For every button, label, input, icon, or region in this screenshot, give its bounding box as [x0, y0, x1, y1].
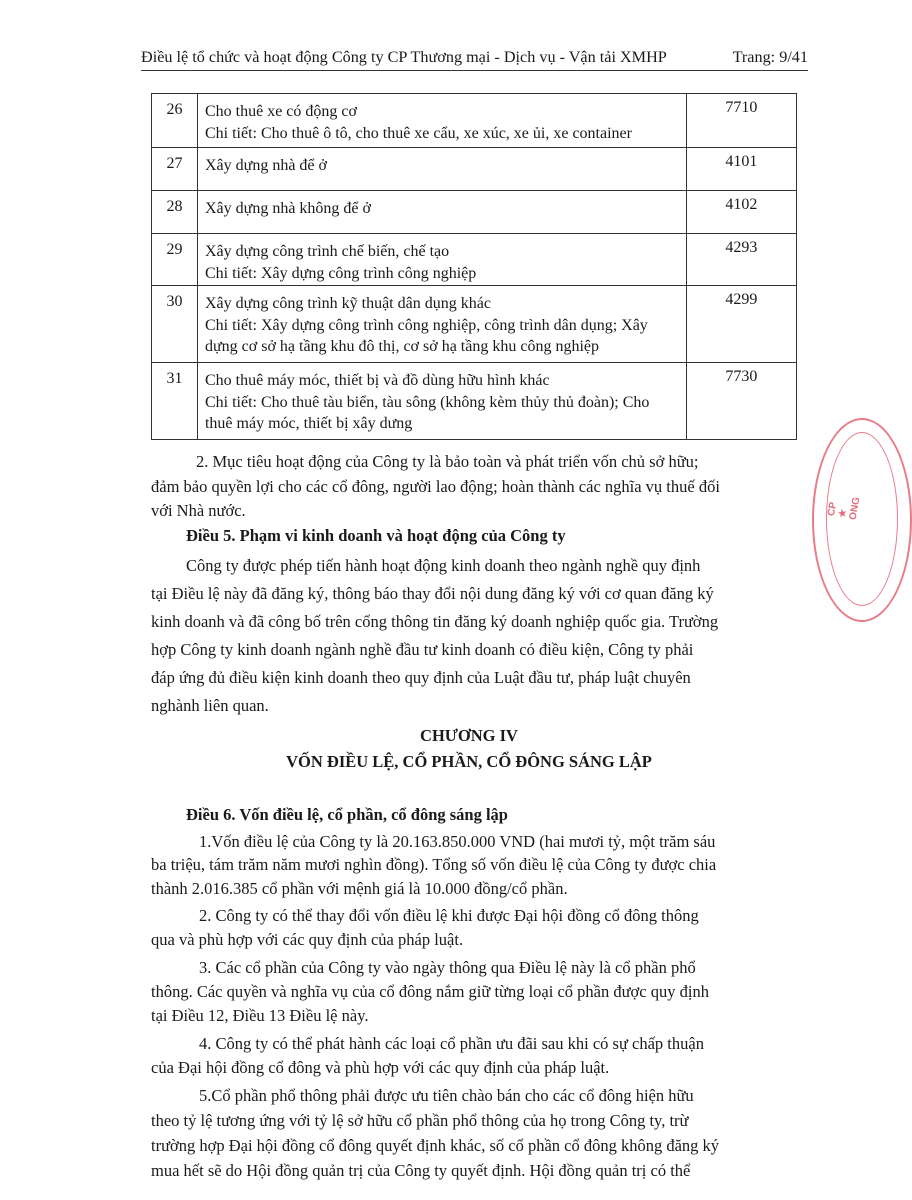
business-line-cell: [197, 148, 686, 191]
business-line-cell: [197, 286, 686, 363]
article-5-line-6: nghành liên quan.: [151, 696, 269, 715]
header-divider: [141, 70, 808, 71]
row-number: 29: [152, 234, 198, 286]
article-6-clause-1-line-2: ba triệu, tám trăm năm mươi nghìn đồng). Tổng số vốn điều lệ của Công ty được chia: [151, 855, 717, 874]
industry-code: 7730: [686, 363, 796, 440]
business-line-detail: Chi tiết: Xây dựng công trình công nghiệp, công trình dân dụng; Xây dựng cơ sở hạ tầng khu đô thị, cơ sở hạ tầng khu công nghiệp: [204, 316, 648, 355]
article-5-line-1: Công ty được phép tiến hành hoạt động kinh doanh theo ngành nghề quy định: [186, 556, 701, 575]
article-5-line-2: tại Điều lệ này đã đăng ký, thông báo thay đổi nội dung đăng ký với cơ quan đăng ký: [151, 584, 714, 603]
industry-code: 4299: [686, 286, 796, 363]
table-row: [152, 191, 797, 234]
row-number: 27: [152, 148, 198, 191]
seal-lettering: CP ★ ONG: [826, 496, 863, 521]
objective-line-2: đảm bảo quyền lợi cho các cổ đông, người lao động; hoàn thành các nghĩa vụ thuế đối: [151, 477, 720, 496]
industry-code: 7710: [686, 94, 796, 148]
article-6-clause-3-line-3: tại Điều 12, Điều 13 Điều lệ này.: [151, 1006, 369, 1025]
article-5-line-4: hợp Công ty kinh doanh ngành nghề đầu tư kinh doanh có điều kiện, Công ty phải: [151, 640, 694, 659]
business-line-name: Cho thuê máy móc, thiết bị và đồ dùng hữu hình khác: [204, 372, 550, 389]
table-row: [152, 234, 797, 286]
business-line-cell: [197, 363, 686, 440]
article-6-clause-4-line-2: của Đại hội đồng cổ đông và phù hợp với các quy định của pháp luật.: [151, 1058, 610, 1077]
industry-code: 4102: [686, 191, 796, 234]
business-line-cell: [197, 94, 686, 148]
business-line-name: Xây dựng công trình kỹ thuật dân dụng khác: [204, 295, 491, 312]
table-row: [152, 363, 797, 440]
row-number: 31: [152, 363, 198, 440]
article-6-clause-3-line-2: thông. Các quyền và nghĩa vụ của cổ đông nắm giữ từng loại cổ phần được quy định: [151, 982, 709, 1001]
business-lines-table: [151, 93, 797, 440]
business-line-detail: Chi tiết: Xây dựng công trình công nghiệp: [204, 264, 477, 282]
table-row: [152, 148, 797, 191]
page-number: Trang: 9/41: [732, 48, 808, 66]
business-line-name: Xây dựng công trình chế biến, chế tạo: [204, 243, 450, 260]
article-6-clause-5-line-3: trường hợp Đại hội đồng cổ đông quyết định khác, số cổ phần cổ đông không đăng ký: [151, 1136, 720, 1155]
row-number: 30: [152, 286, 198, 363]
business-line-detail: Chi tiết: Cho thuê tàu biển, tàu sông (không kèm thủy thủ đoàn); Cho thuê máy móc, thiết bị xây dưng: [204, 393, 650, 432]
industry-code: 4101: [686, 148, 796, 191]
table-row: [152, 94, 797, 148]
business-line-name: Cho thuê xe có động cơ: [204, 103, 357, 120]
chapter-number: CHƯƠNG IV: [420, 726, 518, 745]
industry-code: 4293: [686, 234, 796, 286]
article-6-clause-1-line-3: thành 2.016.385 cổ phần với mệnh giá là 10.000 đồng/cổ phần.: [151, 879, 568, 898]
business-line-name: Xây dựng nhà không để ở: [204, 200, 371, 217]
business-line-name: Xây dựng nhà để ở: [204, 157, 327, 174]
article-5-heading: Điều 5. Phạm vi kinh doanh và hoạt động của Công ty: [186, 526, 566, 545]
article-6-clause-1-line-1: 1.Vốn điều lệ của Công ty là 20.163.850.000 VND (hai mươi tỷ, một trăm sáu: [199, 832, 716, 851]
business-line-detail: Chi tiết: Cho thuê ô tô, cho thuê xe cẩu, xe xúc, xe ủi, xe container: [204, 124, 632, 142]
article-6-clause-3-line-1: 3. Các cổ phần của Công ty vào ngày thông qua Điều lệ này là cổ phần phổ: [199, 958, 696, 977]
article-6-clause-2-line-1: 2. Công ty có thể thay đổi vốn điều lệ khi được Đại hội đồng cổ đông thông: [199, 906, 699, 925]
document-title: Điều lệ tổ chức và hoạt động Công ty CP Thương mại - Dịch vụ - Vận tải XMHP: [141, 48, 667, 66]
article-6-clause-5-line-1: 5.Cổ phần phổ thông phải được ưu tiên chào bán cho các cổ đông hiện hữu: [199, 1086, 694, 1105]
article-5-line-3: kinh doanh và đã công bố trên cổng thông tin đăng ký doanh nghiệp quốc gia. Trường: [151, 612, 719, 631]
article-6-clause-5-line-4: mua hết sẽ do Hội đồng quản trị của Công ty quyết định. Hội đồng quản trị có thể: [151, 1161, 691, 1180]
objective-line-3: với Nhà nước.: [151, 501, 246, 520]
row-number: 26: [152, 94, 198, 148]
objective-line-1: 2. Mục tiêu hoạt động của Công ty là bảo toàn và phát triển vốn chủ sở hữu;: [196, 452, 699, 471]
business-line-cell: [197, 191, 686, 234]
article-6-clause-4-line-1: 4. Công ty có thể phát hành các loại cổ phần ưu đãi sau khi có sự chấp thuận: [199, 1034, 704, 1053]
business-line-cell: [197, 234, 686, 286]
table-row: [152, 286, 797, 363]
chapter-title: VỐN ĐIỀU LỆ, CỔ PHẦN, CỔ ĐÔNG SÁNG LẬP: [286, 752, 652, 771]
article-6-clause-2-line-2: qua và phù hợp với các quy định của pháp luật.: [151, 930, 464, 949]
article-6-heading: Điều 6. Vốn điều lệ, cổ phần, cổ đông sáng lập: [186, 805, 508, 824]
article-6-clause-5-line-2: theo tỷ lệ tương ứng với tỷ lệ sở hữu cổ phần phổ thông của họ trong Công ty, trừ: [151, 1111, 689, 1130]
article-5-line-5: đáp ứng đủ điều kiện kinh doanh theo quy định của Luật đầu tư, pháp luật chuyên: [151, 668, 691, 687]
company-seal-inner-ring: [826, 432, 898, 606]
row-number: 28: [152, 191, 198, 234]
